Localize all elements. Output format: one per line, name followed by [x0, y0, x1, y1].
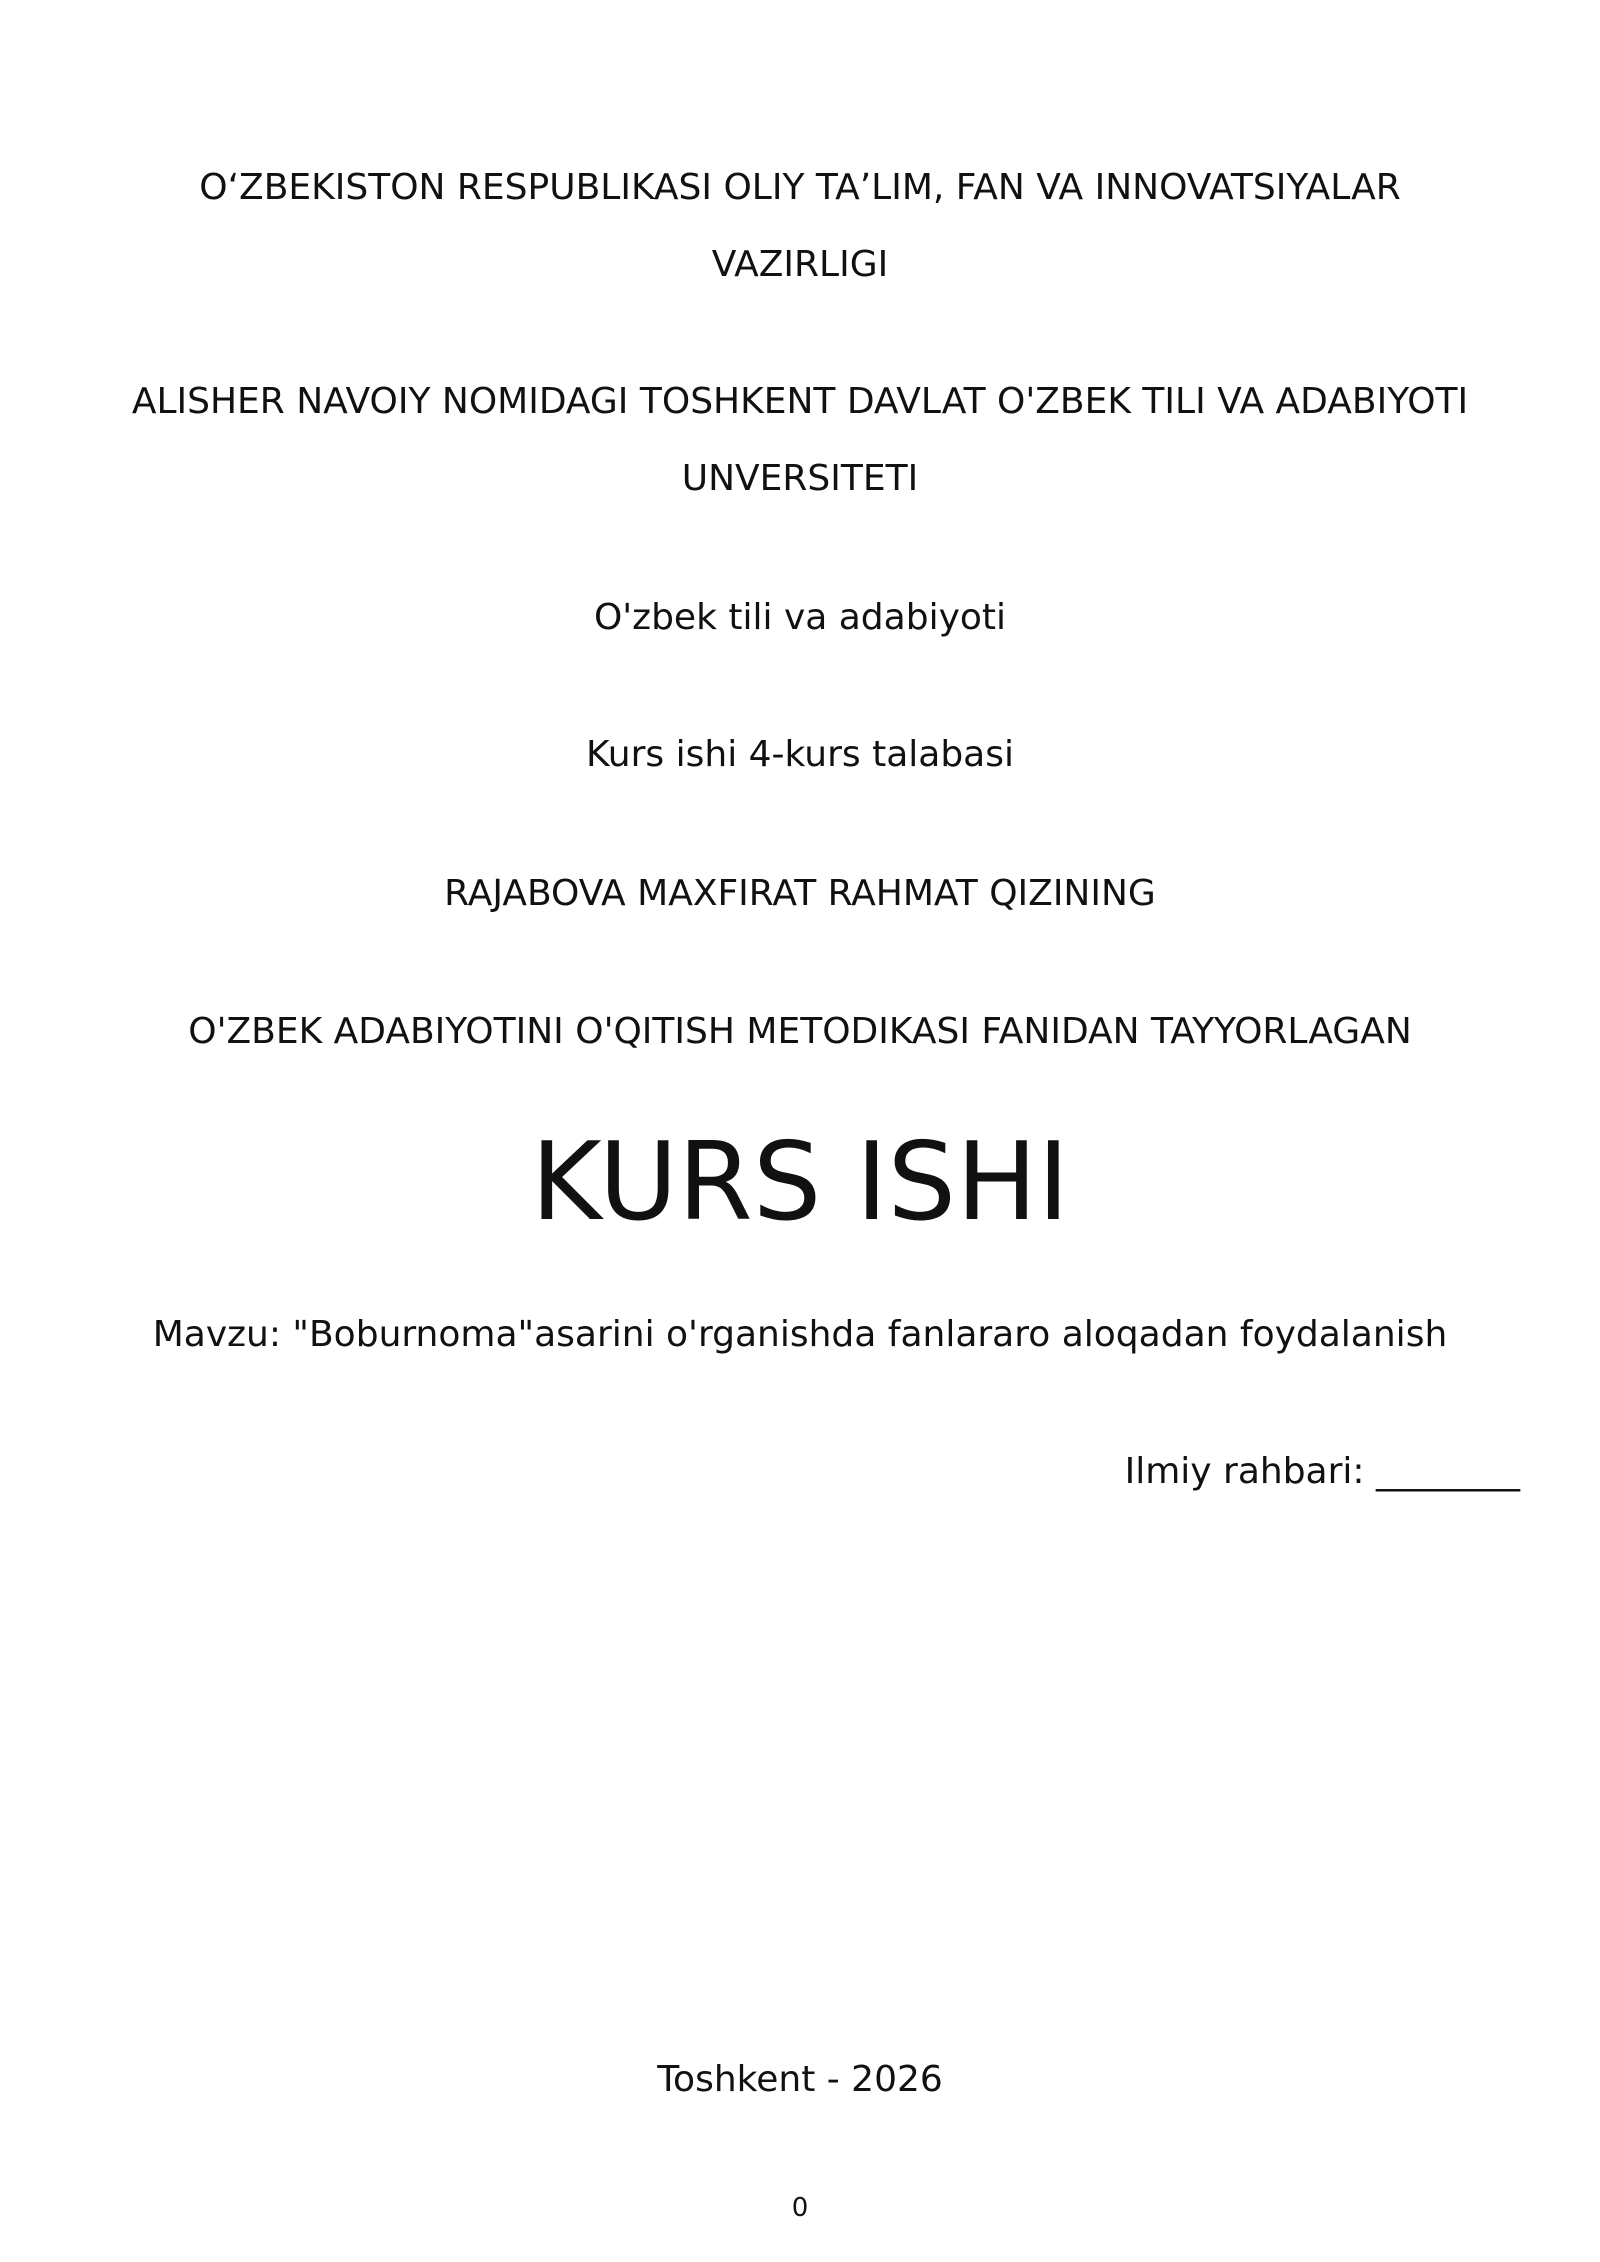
supervisor-line: Ilmiy rahbari: ________	[1124, 1451, 1520, 1492]
document-title: KURS ISHI	[530, 1120, 1070, 1245]
page-number: 0	[791, 2193, 809, 2223]
university-name-line-1: ALISHER NAVOIY NOMIDAGI TOSHKENT DAVLAT O'ZBEK TILI VA ADABIYOTI	[131, 381, 1469, 422]
ministry-name-line-1: O‘ZBEKISTON RESPUBLIKASI OLIY TA’LIM, FAN VA INNOVATSIYALAR	[199, 167, 1401, 208]
ministry-name-line-2: VAZIRLIGI	[711, 244, 889, 285]
university-name-line-2: UNVERSITETI	[681, 458, 919, 499]
student-course-line: Kurs ishi 4-kurs talabasi	[585, 734, 1014, 775]
student-name: RAJABOVA MAXFIRAT RAHMAT QIZINING	[444, 873, 1156, 914]
topic-line: Mavzu: "Boburnoma"asarini o'rganishda fanlararo aloqadan foydalanish	[152, 1314, 1448, 1355]
subject-line: O'ZBEK ADABIYOTINI O'QITISH METODIKASI FANIDAN TAYYORLAGAN	[188, 1011, 1412, 1052]
city-year: Toshkent - 2026	[657, 2059, 943, 2100]
faculty-name: O'zbek tili va adabiyoti	[593, 597, 1007, 638]
